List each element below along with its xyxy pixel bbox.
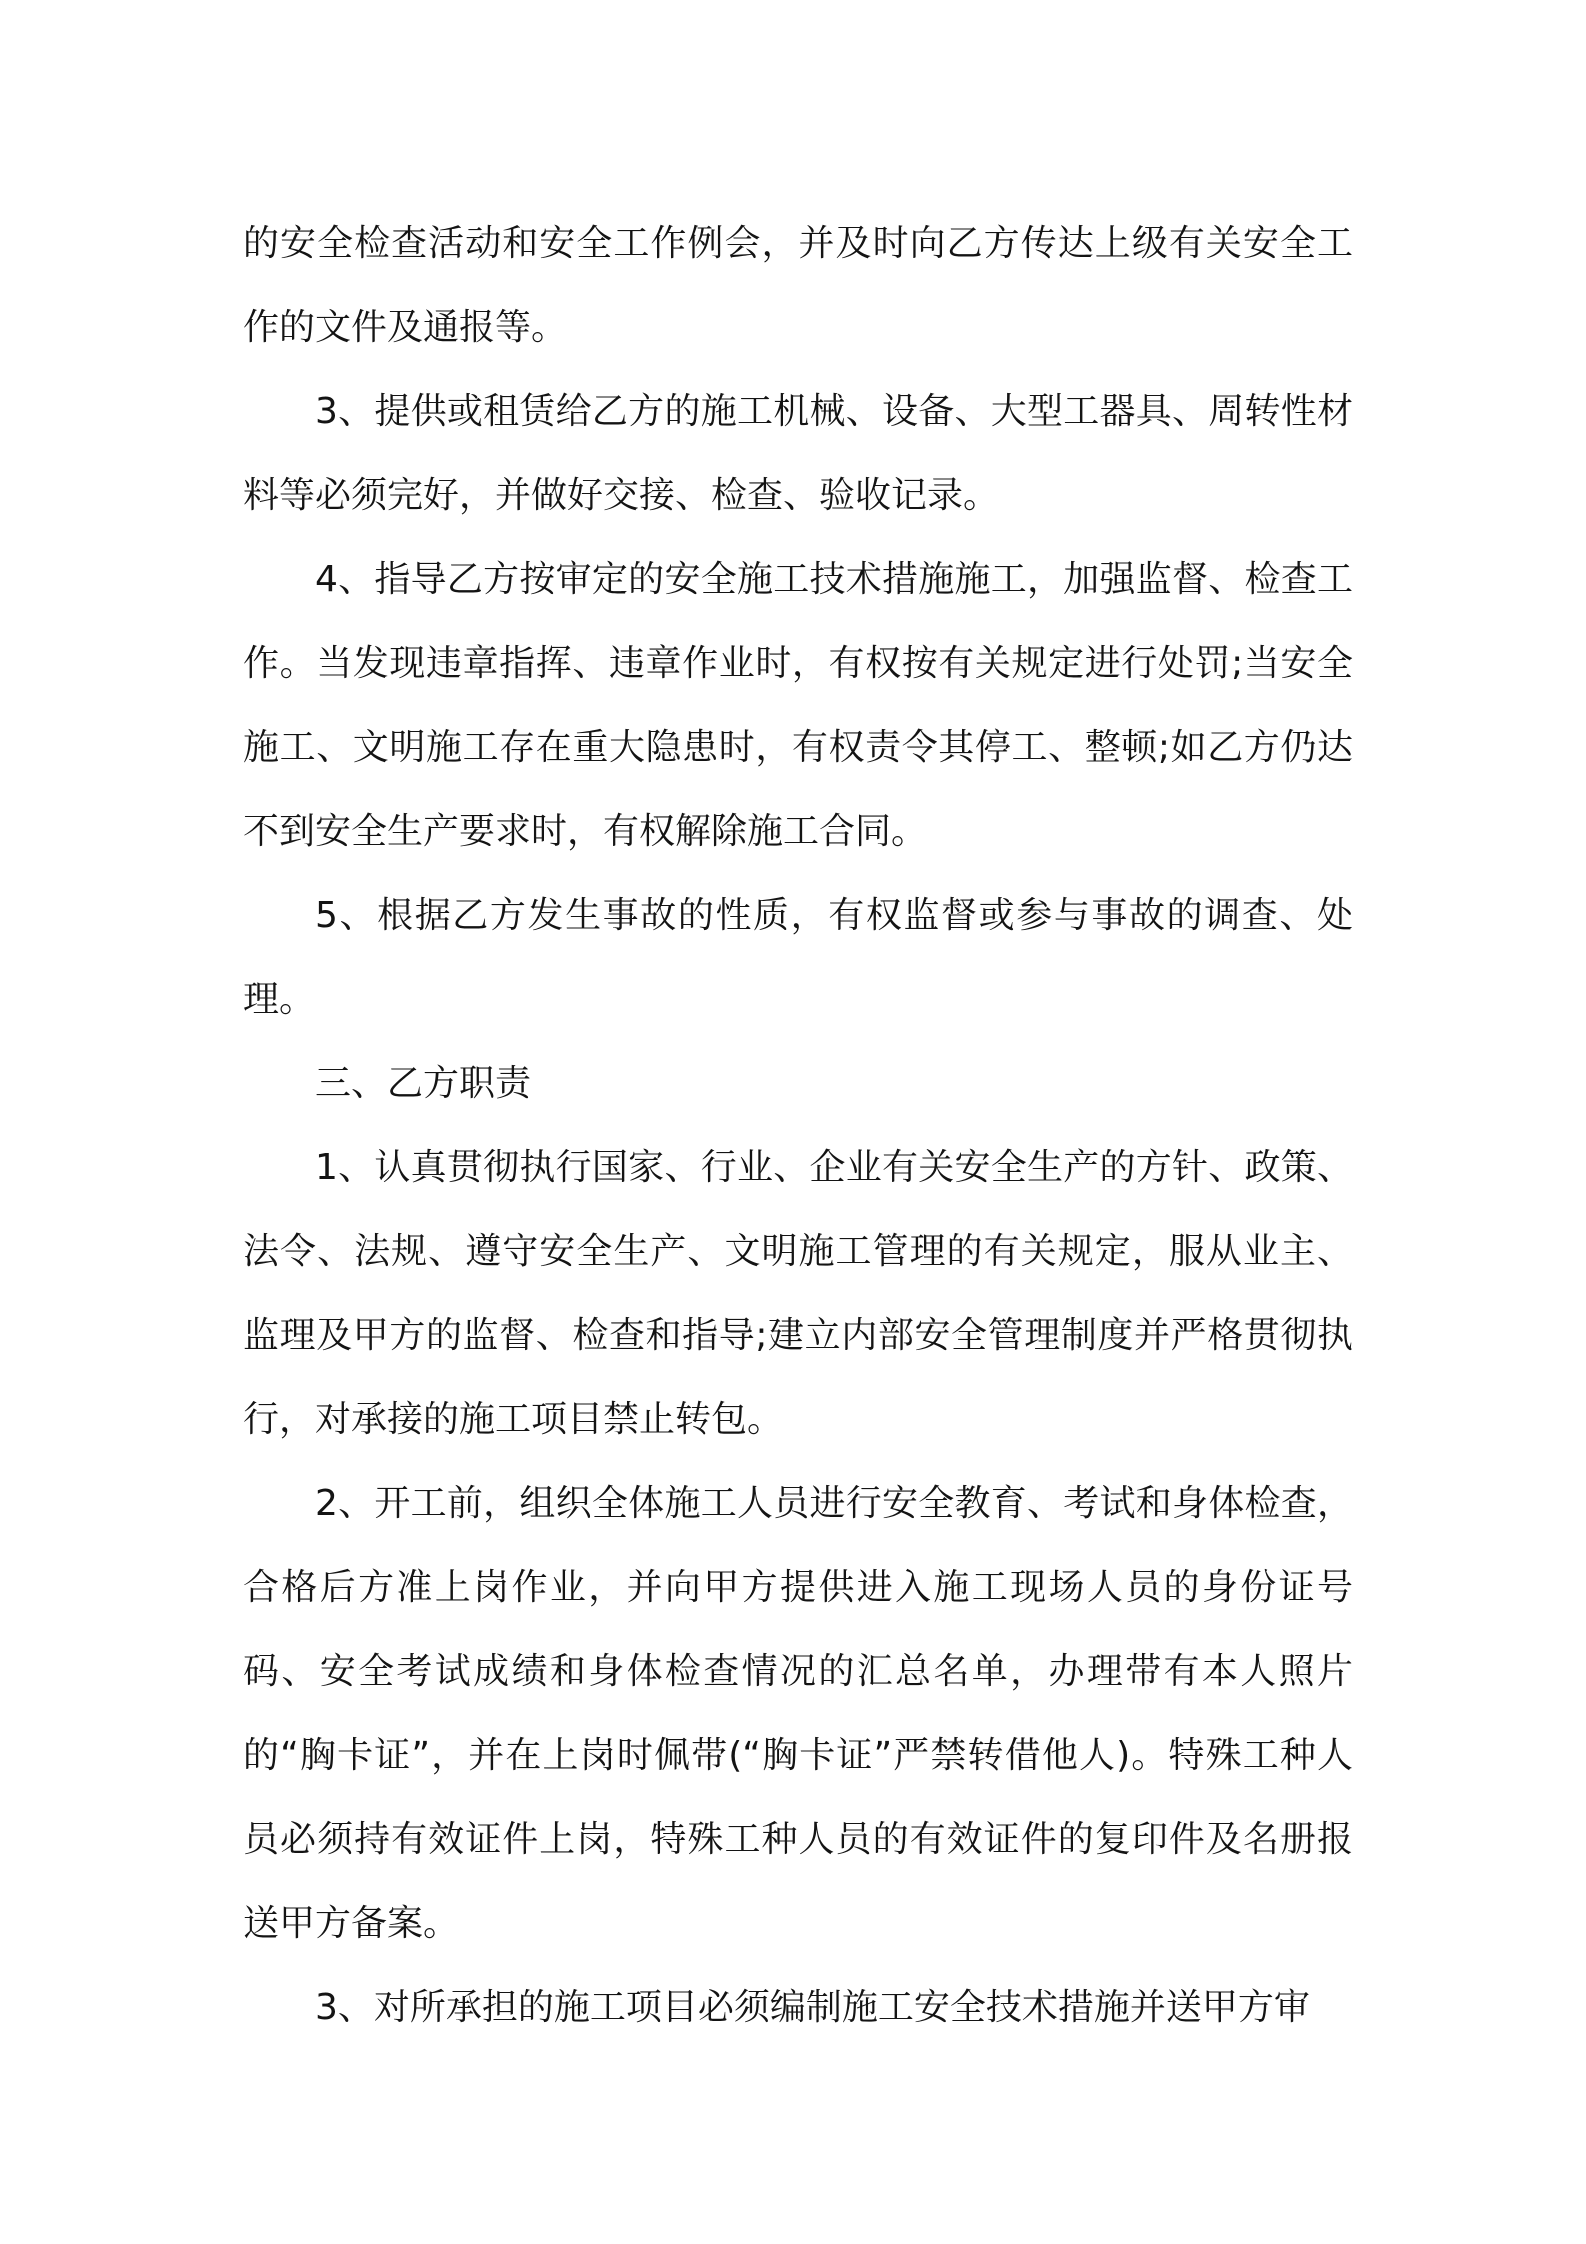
paragraph-b-item-2: 2、开工前，组织全体施工人员进行安全教育、考试和身体检查，合格后方准上岗作业，并向甲方提供进入施工现场人员的身份证号码、安全考试成绩和身体检查情况的汇总名单，办理带有本人照片的“胸卡证”，并在上岗时佩带(“胸卡证”严禁转借他人)。特殊工种人员必须持有效证件上岗，特殊工种人员的有效证件的复印件及名册报送甲方备案。 [243,1483,1353,1944]
paragraph-b-item-3: 3、对所承担的施工项目必须编制施工安全技术措施并送甲方审 [315,1987,1310,2028]
paragraph-b-item-1: 1、认真贯彻执行国家、行业、企业有关安全生产的方针、政策、法令、法规、遵守安全生产、文明施工管理的有关规定，服从业主、监理及甲方的监督、检查和指导;建立内部安全管理制度并严格贯彻执行，对承接的施工项目禁止转包。 [243,1147,1353,1440]
document-body [243,202,1353,2050]
paragraph-item-3: 3、提供或租赁给乙方的施工机械、设备、大型工器具、周转性材料等必须完好，并做好交接、检查、验收记录。 [243,391,1353,516]
paragraph-continuation: 的安全检查活动和安全工作例会，并及时向乙方传达上级有关安全工作的文件及通报等。 [243,223,1353,348]
paragraph-item-5: 5、根据乙方发生事故的性质，有权监督或参与事故的调查、处理。 [243,895,1353,1020]
paragraph-item-4: 4、指导乙方按审定的安全施工技术措施施工，加强监督、检查工作。当发现违章指挥、违章作业时，有权按有关规定进行处罚;当安全施工、文明施工存在重大隐患时，有权责令其停工、整顿;如乙方仍达不到安全生产要求时，有权解除施工合同。 [243,559,1353,852]
section-heading-party-b-duties: 三、乙方职责 [315,1063,532,1104]
